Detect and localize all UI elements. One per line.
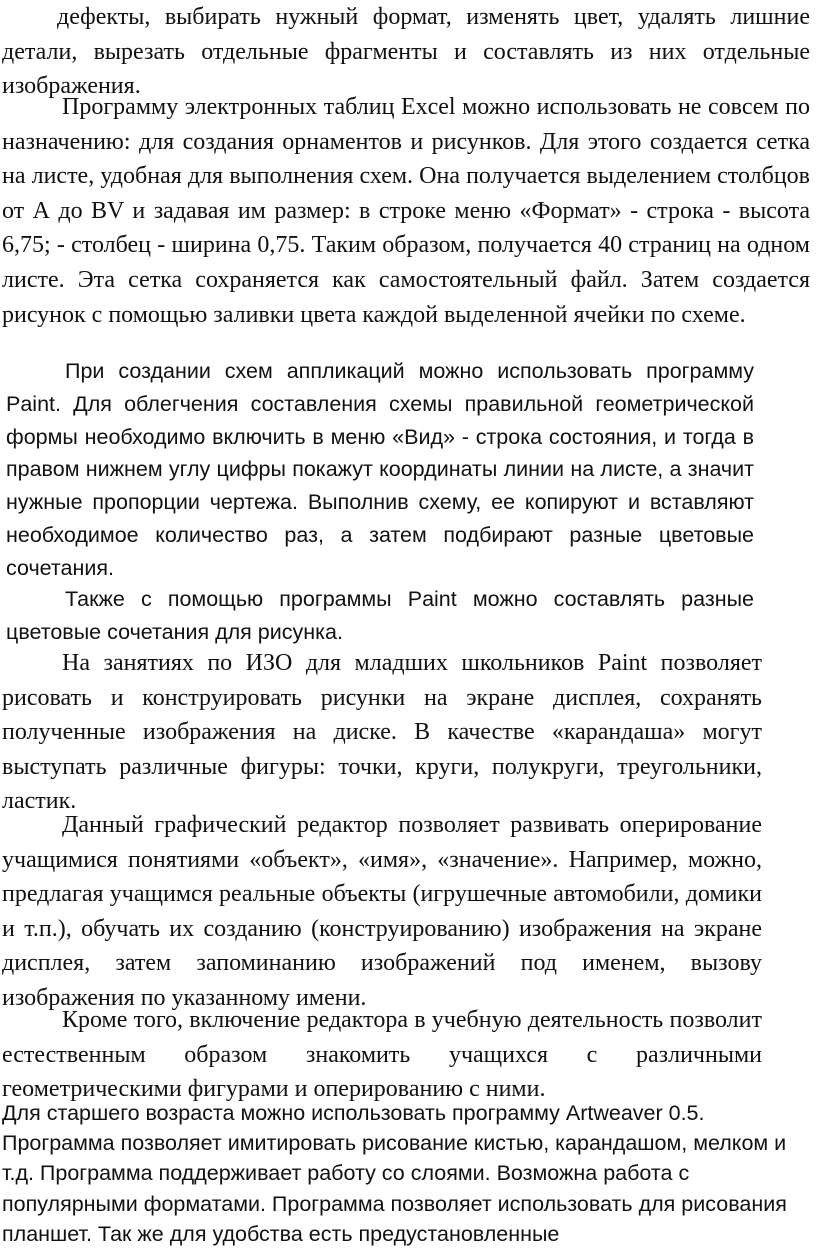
paragraph-paint-color-combinations: Также с помощью программы Paint можно составлять разные цветовые сочетания для рисунка. bbox=[6, 587, 754, 644]
paragraph-paint-applique-schemes: При создании схем аппликаций можно использовать программу Paint. Для облегчения составления схемы правильной геометрической формы необходимо включить в меню «Вид» - строка состояния, и тогда в правом нижнем углу цифры покажут координаты линии на листе, а значит нужные пропорции чертежа. Выполнив схему, ее копируют и вставляют необходимое количество раз, а затем подбирают разные цветовые сочетания. bbox=[6, 359, 754, 580]
paragraph-art-lessons-paint: На занятиях по ИЗО для младших школьников Paint позволяет рисовать и конструировать рисунки на экране дисплея, сохранять полученные изображения на диске. В качестве «карандаша» могут выступать различные фигуры: точки, круги, полукруги, треугольники, ластик. bbox=[2, 650, 762, 815]
paragraph-artweaver: Для старшего возраста можно использовать программу Artweaver 0.5. Программа позволяет имитировать рисование кистью, карандашом, мелком и т.д. Программа поддерживает работу со слоями. Возможна работа с популярными форматами. Программа позволяет использовать для рисования планшет. Так же для удобства есть предустановленные bbox=[2, 1101, 787, 1246]
paragraph-editing-features: дефекты, выбирать нужный формат, изменять цвет, удалять лишние детали, вырезать отдельные фрагменты и составлять из них отдельные изображения. bbox=[2, 4, 810, 100]
paragraph-object-name-value: Данный графический редактор позволяет развивать оперирование учащимися понятиями «объект», «имя», «значение». Например, можно, предлагая учащимся реальные объекты (игрушечные автомобили, домики и т.п.), обучать их созданию (конструированию) изображения на экране дисплея, затем запоминанию изображений под именем, вызову изображения по указанному имени. bbox=[2, 812, 762, 1011]
paragraph-geometric-figures: Кроме того, включение редактора в учебную деятельность позволит естественным образом знакомить учащихся с различными геометрическими фигурами и оперированию с ними. bbox=[2, 1007, 762, 1103]
paragraph-excel-ornaments: Программу электронных таблиц Excel можно использовать не совсем по назначению: для создания орнаментов и рисунков. Для этого создается сетка на листе, удобная для выполнения схем. Она получается выделением столбцов от А до BV и задавая им размер: в строке меню «Формат» - строка - высота 6,75; - столбец - ширина 0,75. Таким образом, получается 40 страниц на одном листе. Эта сетка сохраняется как самостоятельный файл. Затем создается рисунок с помощью заливки цвета каждой выделенной ячейки по схеме. bbox=[2, 94, 810, 328]
